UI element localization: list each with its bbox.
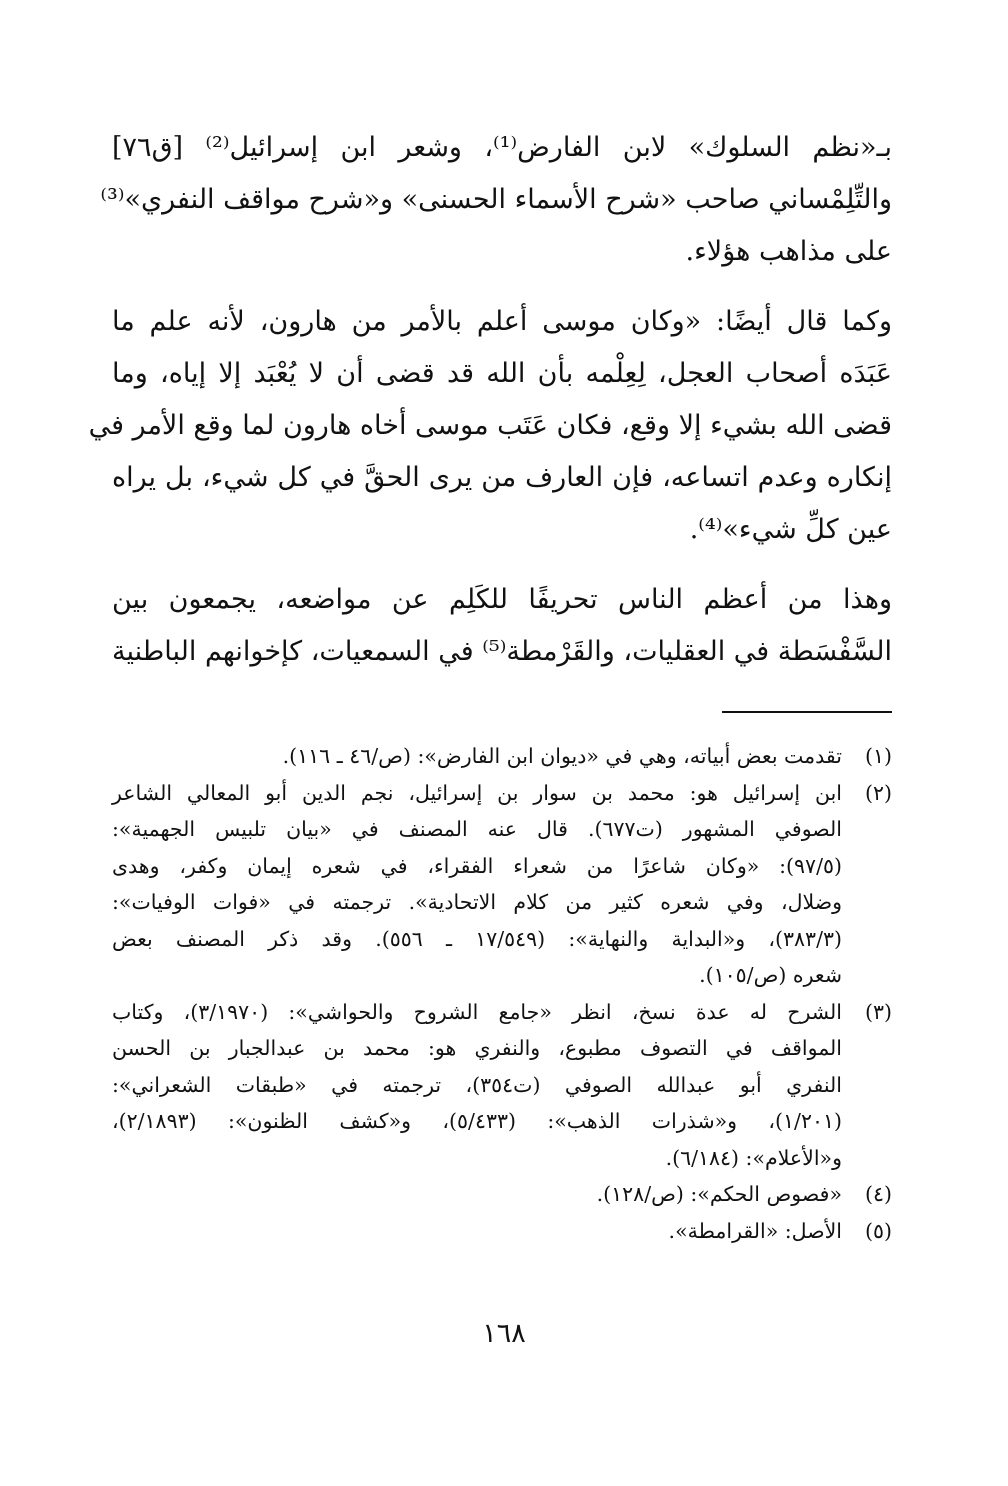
text-line: على مذاهب هؤلاء. bbox=[685, 236, 892, 267]
text-line: السَّفْسَطة في العقليات، والقَرْمطة⁽⁵⁾ في السمعيات، كإخوانهم الباطنية bbox=[112, 636, 892, 667]
footnote-line: النفري أبو عبدالله الصوفي (ت٣٥٤)، ترجمته في «طبقات الشعراني»: bbox=[112, 1072, 842, 1097]
paragraph-3 bbox=[112, 574, 892, 678]
footnote-3 bbox=[112, 994, 892, 1177]
text-line: عَبَدَه أصحاب العجل، لِعِلْمه بأن الله قد قضى أن لا يُعْبَد إلا إياه، وما bbox=[112, 358, 892, 389]
text-line: بـ«نظم السلوك» لابن الفارض⁽¹⁾، وشعر ابن إسرائيل⁽²⁾ [ق٧٦] bbox=[112, 132, 892, 163]
footnote-line: شعره (ص/١٠٥). bbox=[699, 963, 842, 987]
footnote-number: (٢) bbox=[864, 780, 892, 805]
footnote-number: (١) bbox=[864, 744, 892, 768]
footnote-number: (٣) bbox=[864, 999, 892, 1024]
footnote-5 bbox=[112, 1213, 892, 1250]
footnote-line: ابن إسرائيل هو: محمد بن سوار بن إسرائيل، نجم الدين أبو المعالي الشاعر bbox=[112, 780, 842, 805]
footnote-line: الشرح له عدة نسخ، انظر «جامع الشروح والحواشي»: (٣/١٩٧٠)، وكتاب bbox=[112, 999, 843, 1024]
footnote-line: تقدمت بعض أبياته، وهي في «ديوان ابن الفارض»: (ص/٤٦ ـ ١١٦). bbox=[282, 744, 842, 768]
footnote-separator bbox=[722, 711, 892, 713]
page-number: ١٦٨ bbox=[482, 1318, 526, 1349]
footnote-line: «فصوص الحكم»: (ص/١٢٨). bbox=[596, 1182, 842, 1206]
text-line: عين كلِّ شيء»⁽⁴⁾. bbox=[689, 514, 892, 545]
text-line: قضى الله بشيء إلا وقع، فكان عَتَب موسى أخاه هارون لما وقع الأمر في bbox=[88, 410, 892, 441]
paragraph-2 bbox=[88, 296, 893, 556]
text-line: وهذا من أعظم الناس تحريفًا للكَلِم عن مواضعه، يجمعون بين bbox=[112, 584, 892, 615]
footnote-line: (١/٢٠١)، و«شذرات الذهب»: (٥/٤٣٣)، و«كشف الظنون»: (٢/١٨٩٣)، bbox=[112, 1109, 842, 1133]
footnote-number: (٥) bbox=[864, 1218, 892, 1243]
paragraph-1 bbox=[100, 122, 892, 278]
footnote-line: وضلال، وفي شعره كثير من كلام الاتحادية». ترجمته في «فوات الوفيات»: bbox=[112, 890, 842, 914]
footnote-number: (٤) bbox=[864, 1182, 892, 1206]
footnote-1 bbox=[112, 738, 892, 775]
footnote-line: المواقف في التصوف مطبوع، والنفري هو: محمد بن عبدالجبار بن الحسن bbox=[112, 1036, 842, 1060]
footnotes bbox=[112, 738, 892, 1249]
text-line: وكما قال أيضًا: «وكان موسى أعلم بالأمر من هارون، لأنه علم ما bbox=[112, 306, 893, 337]
text-line: والتِّلِمْساني صاحب «شرح الأسماء الحسنى» و«شرح مواقف النفري»⁽³⁾ bbox=[100, 184, 892, 215]
footnote-4 bbox=[112, 1176, 892, 1213]
text-line: إنكاره وعدم اتساعه، فإن العارف من يرى الحقَّ في كل شيء، بل يراه bbox=[112, 462, 892, 493]
main-text bbox=[88, 122, 893, 678]
footnote-line: الصوفي المشهور (ت٦٧٧). قال عنه المصنف في «بيان تلبيس الجهمية»: bbox=[112, 817, 842, 841]
footnote-line: و«الأعلام»: (٦/١٨٤). bbox=[665, 1145, 842, 1170]
footnote-line: (٩٧/٥): «وكان شاعرًا من شعراء الفقراء، في شعره إيمان وكفر، وهدى bbox=[112, 853, 842, 878]
footnote-line: الأصل: «القرامطة». bbox=[668, 1218, 842, 1243]
footnote-2 bbox=[112, 775, 892, 994]
footnote-line: (٣٨٣/٣)، و«البداية والنهاية»: (١٧/٥٤٩ ـ ٥٥٦). وقد ذكر المصنف بعض bbox=[112, 926, 842, 951]
